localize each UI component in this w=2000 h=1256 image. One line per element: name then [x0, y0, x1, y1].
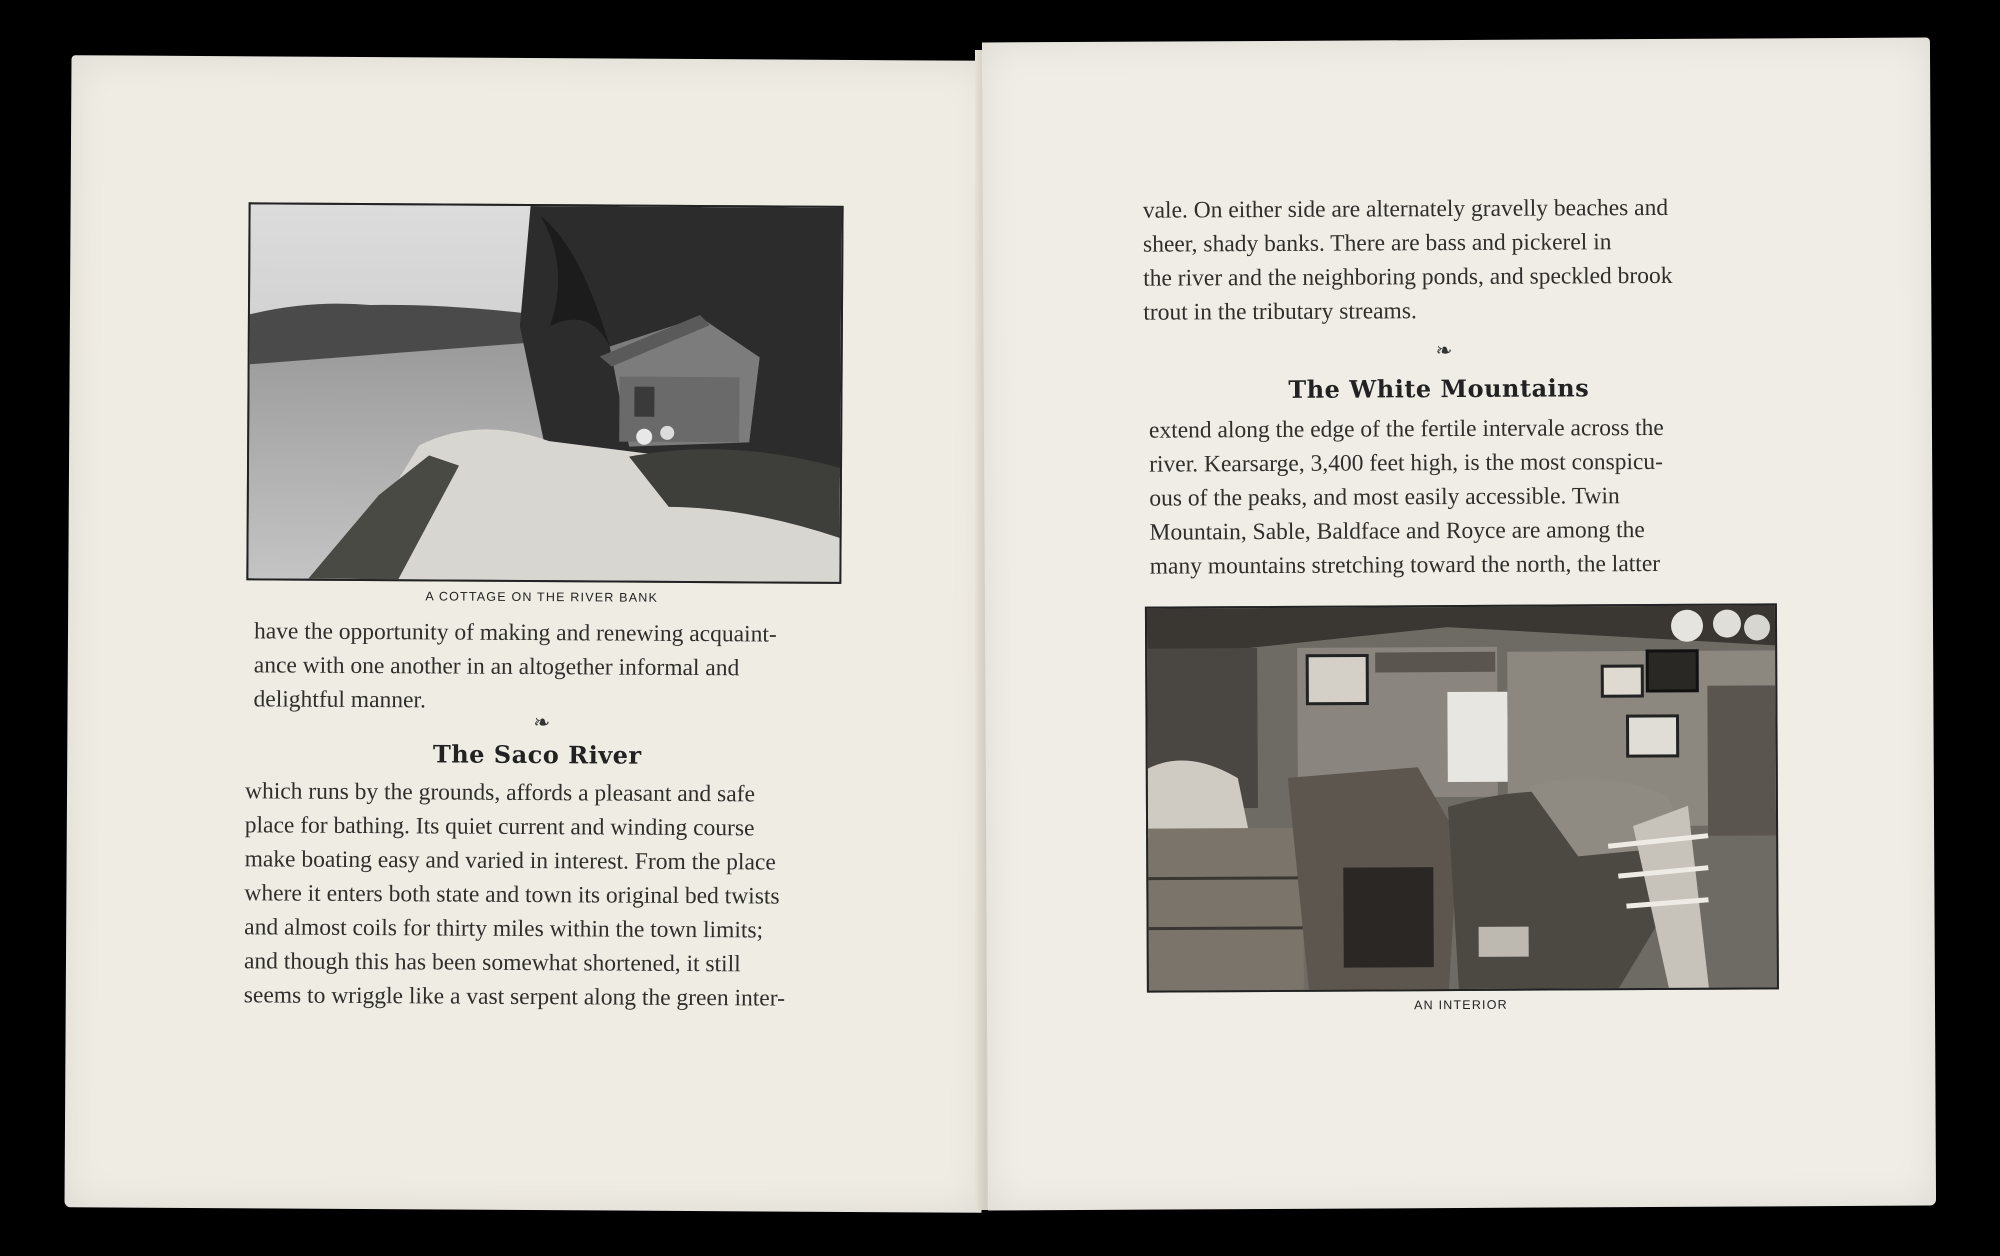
text-line: vale. On either side are alternately gravelly beaches and [1142, 194, 1669, 224]
text-line: ous of the peaks, and most easily accessible. Twin [1149, 483, 1620, 512]
saco-river-paragraph [244, 774, 835, 1016]
right-page [982, 38, 1936, 1211]
intro-paragraph [253, 614, 834, 720]
text-line: seems to wriggle like a vast serpent along the green inter- [243, 982, 786, 1012]
text-line: where it enters both state and town its original bed twists [244, 880, 780, 910]
cottage-photo [246, 202, 843, 584]
text-line: delightful manner. [253, 686, 426, 714]
text-line: have the opportunity of making and renewing acquaint- [253, 618, 777, 648]
text-line: extend along the edge of the fertile intervale across the [1148, 414, 1664, 444]
cottage-photo-caption: A COTTAGE ON THE RIVER BANK [425, 589, 659, 605]
fleuron-ornament: ❧ [533, 712, 551, 735]
fleuron-ornament: ❧ [1435, 340, 1453, 363]
text-line: make boating easy and varied in interest. From the place [244, 846, 776, 876]
text-line: and almost coils for thirty miles within the town limits; [244, 914, 764, 944]
text-line: trout in the tributary streams. [1143, 298, 1417, 326]
cottage-photo-image [248, 204, 841, 582]
vale-paragraph [1143, 191, 1734, 330]
text-line: many mountains stretching toward the north, the latter [1149, 550, 1661, 580]
text-line: river. Kearsarge, 3,400 feet high, is the most conspicu- [1149, 448, 1664, 478]
text-line: which runs by the grounds, affords a pleasant and safe [244, 778, 756, 808]
text-line: Mountain, Sable, Baldface and Royce are among the [1149, 517, 1645, 546]
text-line: and though this has been somewhat shortened, it still [243, 948, 741, 978]
text-line: the river and the neighboring ponds, and speckled brook [1143, 262, 1673, 292]
white-mountains-paragraph [1149, 411, 1740, 584]
left-page [64, 55, 988, 1213]
saco-river-heading: The Saco River [432, 739, 642, 770]
interior-photo-caption: AN INTERIOR [1414, 997, 1508, 1013]
white-mountains-heading: The White Mountains [1288, 373, 1590, 404]
text-line: place for bathing. Its quiet current and winding course [244, 812, 755, 842]
interior-photo-image [1147, 605, 1777, 990]
text-line: ance with one another in an altogether informal and [253, 652, 740, 682]
interior-photo [1145, 603, 1779, 992]
text-line: sheer, shady banks. There are bass and pickerel in [1142, 229, 1612, 258]
